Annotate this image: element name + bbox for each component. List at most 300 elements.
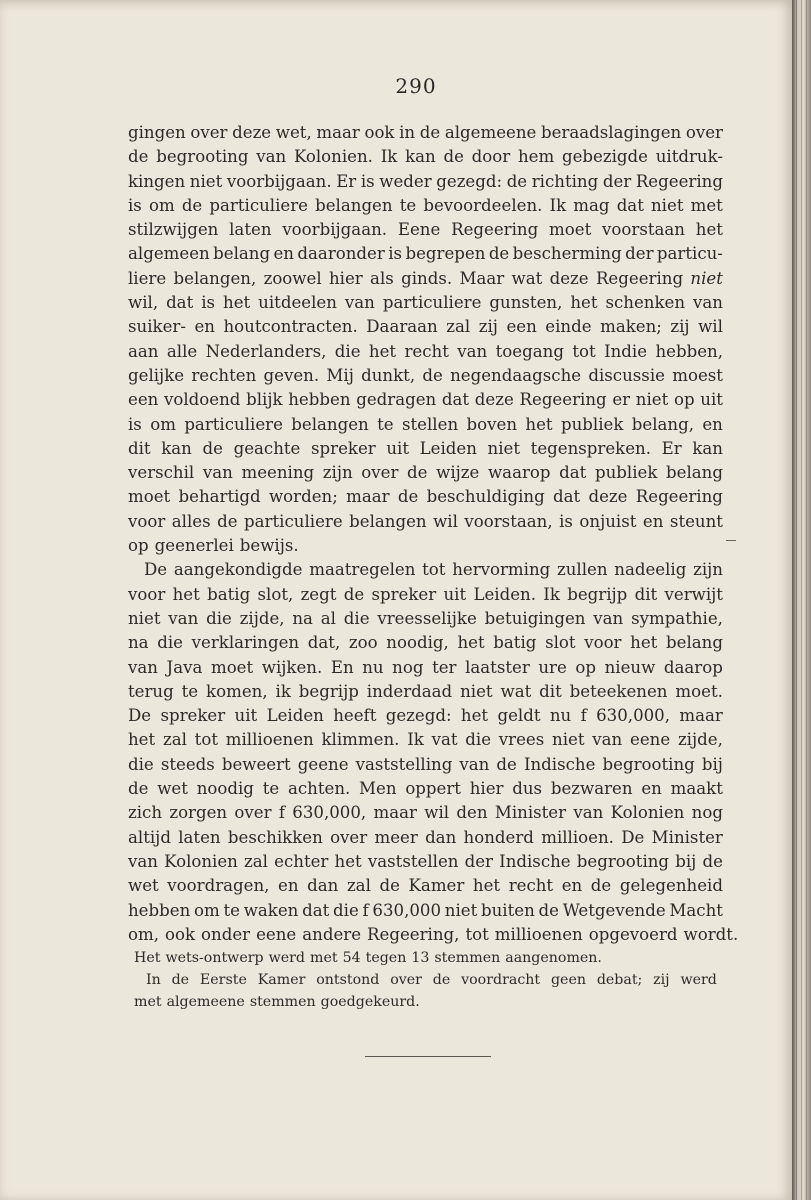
word: van <box>459 754 490 774</box>
word: eene <box>256 924 297 944</box>
word: van <box>128 657 158 677</box>
word: slot <box>545 633 576 653</box>
page-edge-line <box>806 0 807 1200</box>
word: verschil <box>128 463 195 483</box>
word: de <box>419 123 441 142</box>
word: laten <box>229 220 272 240</box>
word: het <box>223 293 251 313</box>
word: wets-ontwerp <box>165 950 264 966</box>
word: stilzwijgen <box>128 220 219 240</box>
word: nu <box>362 657 384 677</box>
word: hervorming <box>452 560 551 580</box>
word: tot <box>572 341 596 361</box>
word: aan <box>128 341 159 361</box>
word: negendaagsche <box>450 365 582 385</box>
word: altijd <box>128 827 171 847</box>
word: over <box>234 803 272 823</box>
word: voorbijgaan. <box>226 171 332 191</box>
word: de <box>343 584 365 604</box>
text-line <box>128 364 723 388</box>
word: De <box>144 560 168 580</box>
word: particuliere <box>209 195 308 215</box>
word: komen, <box>206 681 268 701</box>
word: dus <box>512 779 543 799</box>
word: Macht <box>669 900 723 920</box>
word: zal <box>446 317 471 337</box>
word: kan <box>692 438 723 458</box>
text-line <box>128 558 723 582</box>
word: een <box>506 317 537 337</box>
word: vat <box>431 730 458 750</box>
word: goedgekeurd. <box>320 994 420 1010</box>
word: zij <box>670 317 690 337</box>
page-edge-line <box>801 0 802 1200</box>
word: der <box>602 171 632 191</box>
word: slot, <box>257 584 294 604</box>
word: het <box>525 414 553 434</box>
word: algemeene <box>166 994 245 1010</box>
word: oppert <box>405 779 461 799</box>
word: hier <box>328 268 363 288</box>
word: op <box>673 390 695 410</box>
word: tot <box>422 560 446 580</box>
word: het <box>570 293 598 313</box>
word: toegang <box>495 341 564 361</box>
word: blijk <box>246 390 283 410</box>
word: zullen <box>557 560 608 580</box>
word: op <box>575 657 596 677</box>
word: begrooting <box>576 851 670 871</box>
word: waken <box>243 900 299 920</box>
word: zoo <box>348 633 378 653</box>
text-line <box>128 583 723 607</box>
word: maatregelen <box>309 560 416 580</box>
word: geen <box>550 972 586 988</box>
word: tot <box>194 730 218 750</box>
word: weder <box>379 171 432 191</box>
word: en <box>273 244 294 264</box>
word: Leiden <box>266 706 324 726</box>
text-line <box>128 656 723 680</box>
text-line <box>128 315 723 339</box>
word: belangen, <box>173 268 257 288</box>
word: wet <box>128 876 159 896</box>
word: als <box>370 268 394 288</box>
word: belang <box>666 633 723 653</box>
word: maken; <box>600 317 662 337</box>
word: Regeering <box>635 171 723 191</box>
word: Leiden <box>419 438 477 458</box>
word: spreker <box>371 584 437 604</box>
word: geachte <box>233 438 301 458</box>
word: gunsten, <box>489 293 563 313</box>
word: al <box>320 608 336 628</box>
word: alles <box>171 511 211 531</box>
word: niet <box>635 390 669 410</box>
word: deze <box>474 390 514 410</box>
word: verwijt <box>664 584 723 604</box>
word: Eerste <box>199 972 247 988</box>
word: dat <box>302 900 330 920</box>
word: deze <box>588 487 628 507</box>
word: belangen <box>349 511 427 531</box>
word: de <box>506 171 528 191</box>
word: die <box>333 900 359 920</box>
text-line <box>128 923 739 947</box>
word: wil <box>433 511 458 531</box>
word: zich <box>128 803 163 823</box>
word: niet <box>552 730 585 750</box>
word: aangekondigde <box>173 560 303 580</box>
word: dat <box>552 487 581 507</box>
word: eene <box>630 730 671 750</box>
word: te <box>223 900 240 920</box>
word: ginds. <box>401 268 453 288</box>
word: die <box>128 754 154 774</box>
word: voor <box>584 633 622 653</box>
word: wijze <box>436 463 480 483</box>
text-line <box>134 947 717 969</box>
word: maar <box>346 487 390 507</box>
word: sympathie, <box>631 608 723 628</box>
word: rechten <box>191 365 257 385</box>
text-line <box>128 510 723 534</box>
word: discussie <box>588 365 665 385</box>
word: ter <box>432 657 457 677</box>
word: belang <box>666 463 723 483</box>
word: Indische <box>523 754 596 774</box>
word: ook <box>364 123 395 142</box>
word: Eene <box>397 220 441 240</box>
word: kan <box>405 147 436 167</box>
word: tot <box>465 924 489 944</box>
word: op <box>128 536 149 556</box>
word: na <box>292 608 313 628</box>
text-line <box>128 777 723 801</box>
word: moet <box>128 487 171 507</box>
word: vaststelling <box>355 754 453 774</box>
word: waarop <box>487 463 551 483</box>
word: millioenen <box>225 730 314 750</box>
word: dat <box>166 293 194 313</box>
word: wil, <box>128 293 159 313</box>
word: hem <box>517 147 555 167</box>
text-line <box>128 607 723 631</box>
word: bewijs. <box>239 536 299 556</box>
word: In <box>146 972 161 988</box>
word: Regeering <box>451 220 539 240</box>
word: de <box>379 876 400 896</box>
text-line <box>128 413 723 437</box>
word: meer <box>374 827 418 847</box>
word: uitdruk- <box>655 147 723 167</box>
word: f <box>278 803 285 823</box>
word: niet <box>460 681 493 701</box>
word: voorstaan <box>602 220 685 240</box>
text-line <box>128 267 723 291</box>
word: gedragen <box>356 390 437 410</box>
text-line <box>128 291 723 315</box>
word: de <box>128 779 149 799</box>
word: de <box>171 972 190 988</box>
word: is <box>360 171 375 191</box>
word: particuliere <box>244 511 343 531</box>
word: uitdeelen <box>258 293 337 313</box>
word: Ik <box>543 584 560 604</box>
text-line <box>128 680 723 704</box>
text-line <box>128 485 723 509</box>
word: is <box>128 414 142 434</box>
word: nog <box>691 803 723 823</box>
main-text <box>128 121 739 947</box>
word: geene <box>297 754 349 774</box>
closing-notes <box>134 947 717 1013</box>
word: over <box>685 123 723 142</box>
word: Ik <box>549 195 567 215</box>
text-line <box>128 340 723 364</box>
word: mag <box>573 195 610 215</box>
word: 54 <box>342 950 361 966</box>
word: dan <box>425 827 457 847</box>
word: de <box>128 147 149 167</box>
text-line <box>128 801 723 825</box>
end-rule <box>365 1056 491 1057</box>
word: te <box>377 414 394 434</box>
text-line <box>128 534 723 558</box>
word: door <box>471 147 511 167</box>
word: heeft <box>333 706 377 726</box>
word: batig <box>207 584 251 604</box>
word: richting <box>531 171 599 191</box>
word: het <box>630 633 658 653</box>
word: particuliere <box>382 293 482 313</box>
word: vrees <box>498 730 545 750</box>
word: ontstond <box>316 972 380 988</box>
word: Regeering, <box>367 924 460 944</box>
word: moest <box>672 365 723 385</box>
word: niet <box>690 268 723 288</box>
word: honderd <box>463 827 534 847</box>
word: andere <box>302 924 362 944</box>
word: spreker <box>160 706 226 726</box>
word: die <box>206 608 232 628</box>
word: ure <box>538 657 567 677</box>
word: er <box>612 390 631 410</box>
word: met <box>310 950 338 966</box>
page-edge <box>792 0 811 1200</box>
word: zijn <box>322 463 353 483</box>
word: over <box>330 827 368 847</box>
word: wet, <box>275 123 312 142</box>
word: een <box>128 390 159 410</box>
word: f <box>362 900 369 920</box>
word: Wetgevende <box>562 900 666 920</box>
word: geldt <box>497 706 541 726</box>
word: zij <box>478 317 498 337</box>
text-line <box>128 899 723 923</box>
word: dan <box>307 876 339 896</box>
word: te <box>181 681 199 701</box>
word: zorgen <box>169 803 228 823</box>
word: begrijp <box>298 681 359 701</box>
word: zij <box>653 972 670 988</box>
word: zijde, <box>677 730 723 750</box>
word: nog <box>392 657 424 677</box>
word: van <box>128 851 158 871</box>
text-line <box>128 242 723 266</box>
word: de <box>397 487 419 507</box>
word: Kolonien. <box>293 147 373 167</box>
word: die <box>157 633 183 653</box>
word: bij <box>701 754 723 774</box>
word: zijde, <box>239 608 285 628</box>
word: nieuw <box>604 657 656 677</box>
word: over <box>390 972 422 988</box>
word: kingen <box>128 171 186 191</box>
text-line <box>128 631 723 655</box>
word: de <box>202 438 223 458</box>
word: het <box>334 851 362 871</box>
word: het <box>172 584 200 604</box>
text-line <box>128 704 723 728</box>
word: hier <box>469 779 504 799</box>
word: ook <box>165 924 196 944</box>
text-line <box>128 728 723 752</box>
word: voordragen, <box>167 876 270 896</box>
word: stemmen <box>434 950 501 966</box>
word: te <box>399 195 417 215</box>
word: van <box>457 341 488 361</box>
word: meening <box>241 463 315 483</box>
word: verklaringen <box>191 633 300 653</box>
word: en <box>278 876 299 896</box>
word: en <box>641 779 662 799</box>
word: gelijke <box>128 365 185 385</box>
word: om <box>148 195 175 215</box>
text-line <box>128 461 723 485</box>
margin-mark <box>726 540 736 541</box>
word: Regeering <box>635 487 723 507</box>
word: beweert <box>221 754 291 774</box>
word: dit <box>539 681 562 701</box>
word: wordt. <box>683 924 739 944</box>
word: particu- <box>656 244 723 264</box>
word: nu <box>549 706 572 726</box>
word: onder <box>201 924 251 944</box>
word: niet <box>128 608 161 628</box>
word: geven. <box>263 365 320 385</box>
word: dit <box>634 584 658 604</box>
text-line <box>128 850 723 874</box>
word: 630,000 <box>372 900 442 920</box>
word: onjuist <box>579 511 637 531</box>
word: belang <box>213 244 271 264</box>
word: zoowel <box>263 268 322 288</box>
word: van <box>593 608 624 628</box>
word: algemeen <box>128 244 210 264</box>
word: steunt <box>669 511 723 531</box>
word: recht <box>404 341 449 361</box>
word: met <box>690 195 723 215</box>
word: klimmen. <box>321 730 400 750</box>
word: der <box>625 244 654 264</box>
word: laatster <box>465 657 530 677</box>
word: daaronder <box>297 244 385 264</box>
word: voor <box>128 511 166 531</box>
text-line <box>128 388 723 412</box>
word: daarop <box>663 657 723 677</box>
text-line <box>128 121 723 145</box>
word: liere <box>128 268 167 288</box>
word: Minister <box>494 803 567 823</box>
word: zijn <box>693 560 723 580</box>
word: beraadslagingen <box>540 123 682 142</box>
word: Men <box>359 779 397 799</box>
word: laten <box>178 827 221 847</box>
word: deze <box>232 123 272 142</box>
word: niet <box>444 900 478 920</box>
word: f <box>580 706 587 726</box>
word: van <box>344 293 375 313</box>
word: dat <box>441 390 470 410</box>
word: De <box>128 706 152 726</box>
word: Minister <box>651 827 723 847</box>
word: achten. <box>287 779 351 799</box>
word: publiek <box>594 463 658 483</box>
word: algemeene <box>444 123 537 142</box>
word: En <box>330 657 354 677</box>
word: aangenomen. <box>505 950 602 966</box>
word: particuliere <box>184 414 283 434</box>
word: het <box>695 220 723 240</box>
word: van <box>202 463 233 483</box>
word: van <box>573 803 604 823</box>
page-number: 290 <box>395 74 437 98</box>
word: stellen <box>402 414 459 434</box>
word: vaststellen <box>367 851 459 871</box>
text-line <box>128 874 723 898</box>
word: hebben <box>128 900 191 920</box>
word: debat; <box>596 972 643 988</box>
word: is <box>559 511 573 531</box>
word: Kolonien <box>610 803 685 823</box>
word: van <box>693 293 723 313</box>
word: einde <box>545 317 592 337</box>
word: bevoordeelen. <box>423 195 543 215</box>
word: van <box>256 147 287 167</box>
word: van <box>592 730 623 750</box>
word: 13 <box>411 950 430 966</box>
word: met <box>134 994 162 1010</box>
word: noodig, <box>386 633 449 653</box>
word: steeds <box>160 754 215 774</box>
word: maakt <box>670 779 723 799</box>
word: maar <box>373 803 417 823</box>
word: wet <box>157 779 188 799</box>
word: dat <box>616 195 644 215</box>
word: Regeering <box>595 268 684 288</box>
word: begrooting <box>602 754 695 774</box>
word: wat <box>511 268 543 288</box>
word: die <box>334 341 361 361</box>
word: wat <box>500 681 532 701</box>
word: werd <box>268 950 305 966</box>
word: alle <box>166 341 198 361</box>
word: zal <box>244 851 268 871</box>
word: 630,000, <box>596 706 671 726</box>
word: in <box>399 123 416 142</box>
word: Ik <box>407 730 424 750</box>
